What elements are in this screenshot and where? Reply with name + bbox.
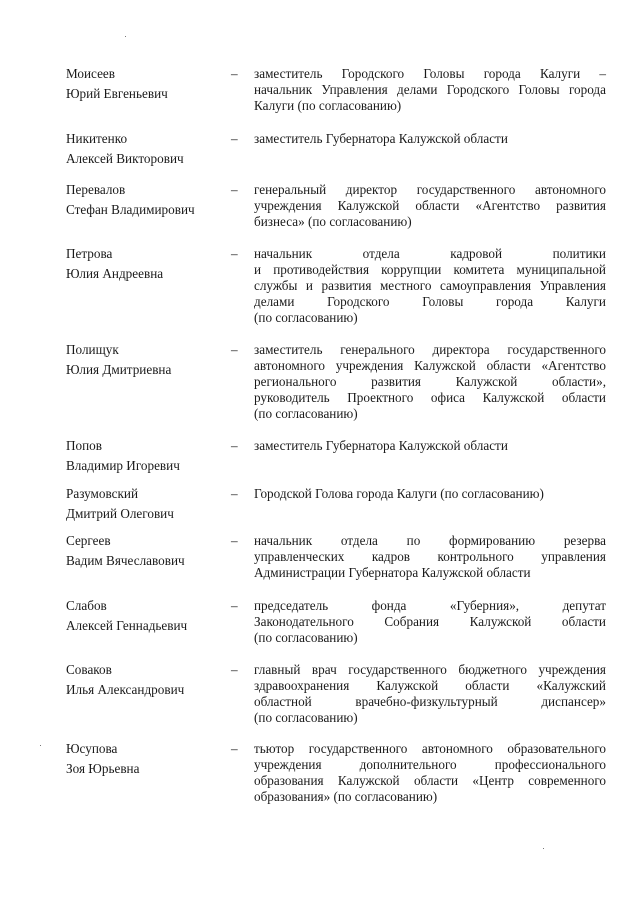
position-line: бизнеса» (по согласованию): [254, 214, 412, 229]
member-name: [66, 486, 226, 522]
member-given-name: Юлия Андреевна: [66, 266, 164, 281]
position-line: здравоохранения Калужской области «Калужский: [254, 678, 606, 693]
member-surname: Никитенко: [66, 131, 128, 146]
dash-separator: –: [231, 533, 238, 548]
position-line: заместитель Губернатора Калужской области: [254, 131, 508, 146]
member-position: [254, 182, 606, 230]
position-line: областной врачебно-физкультурный диспансер»: [254, 694, 606, 709]
member-surname: Юсупова: [66, 741, 118, 756]
member-surname: Моисеев: [66, 66, 115, 81]
position-line: заместитель Городского Головы города Калуги –: [254, 66, 606, 81]
member-given-name: Стефан Владимирович: [66, 202, 195, 217]
member-surname: Сергеев: [66, 533, 111, 548]
position-line: учреждения Калужской области «Агентство развития: [254, 198, 606, 213]
member-name: [66, 533, 226, 569]
member-name: [66, 598, 226, 634]
member-surname: Слабов: [66, 598, 107, 613]
dash-separator: –: [231, 246, 238, 261]
position-line: (по согласованию): [254, 406, 358, 421]
position-line: образования» (по согласованию): [254, 789, 438, 804]
scan-speck: [125, 36, 126, 37]
member-given-name: Вадим Вячеславович: [66, 553, 185, 568]
position-line: делами Городского Головы города Калуги: [254, 294, 606, 309]
member-position: [254, 486, 606, 502]
position-line: председатель фонда «Губерния», депутат: [254, 598, 606, 613]
member-given-name: Зоя Юрьевна: [66, 761, 140, 776]
dash-separator: –: [231, 486, 238, 501]
member-position: [254, 662, 606, 726]
member-surname: Перевалов: [66, 182, 126, 197]
member-surname: Полищук: [66, 342, 119, 357]
member-position: [254, 598, 606, 646]
position-line: Администрации Губернатора Калужской области: [254, 565, 531, 580]
position-line: (по согласованию): [254, 630, 358, 645]
member-name: [66, 662, 226, 698]
scan-speck: [40, 745, 41, 746]
member-name: [66, 246, 226, 282]
member-given-name: Юрий Евгеньевич: [66, 86, 168, 101]
member-name: [66, 342, 226, 378]
position-line: заместитель Губернатора Калужской области: [254, 438, 508, 453]
position-line: автономного учреждения Калужской области «Агентство: [254, 358, 606, 373]
position-line: и противодействия коррупции комитета муниципальной: [254, 262, 606, 277]
dash-separator: –: [231, 131, 238, 146]
position-line: начальник Управления делами Городского Головы города: [254, 82, 606, 97]
position-line: начальник отдела по формированию резерва: [254, 533, 606, 548]
member-position: [254, 342, 606, 422]
member-given-name: Илья Александрович: [66, 682, 185, 697]
member-position: [254, 131, 606, 147]
member-name: [66, 741, 226, 777]
member-surname: Попов: [66, 438, 102, 453]
member-position: [254, 66, 606, 114]
position-line: управленческих кадров контрольного управления: [254, 549, 606, 564]
position-line: (по согласованию): [254, 310, 358, 325]
position-line: (по согласованию): [254, 710, 358, 725]
member-name: [66, 182, 226, 218]
position-line: генеральный директор государственного автономного: [254, 182, 606, 197]
dash-separator: –: [231, 342, 238, 357]
member-name: [66, 66, 226, 102]
member-given-name: Алексей Викторович: [66, 151, 184, 166]
scan-speck: [543, 848, 544, 849]
member-surname: Разумовский: [66, 486, 139, 501]
dash-separator: –: [231, 182, 238, 197]
member-given-name: Дмитрий Олегович: [66, 506, 174, 521]
position-line: главный врач государственного бюджетного учреждения: [254, 662, 606, 677]
position-line: образования Калужской области «Центр современного: [254, 773, 606, 788]
dash-separator: –: [231, 598, 238, 613]
position-line: тьютор государственного автономного образовательного: [254, 741, 606, 756]
position-line: Калуги (по согласованию): [254, 98, 402, 113]
dash-separator: –: [231, 741, 238, 756]
member-surname: Петрова: [66, 246, 113, 261]
position-line: Городской Голова города Калуги (по согласованию): [254, 486, 544, 501]
member-position: [254, 741, 606, 805]
position-line: Законодательного Собрания Калужской области: [254, 614, 606, 629]
position-line: службы и развития местного самоуправления Управления: [254, 278, 606, 293]
member-position: [254, 246, 606, 326]
dash-separator: –: [231, 662, 238, 677]
position-line: регионального развития Калужской области»,: [254, 374, 606, 389]
dash-separator: –: [231, 66, 238, 81]
member-name: [66, 131, 226, 167]
dash-separator: –: [231, 438, 238, 453]
member-surname: Соваков: [66, 662, 112, 677]
member-given-name: Алексей Геннадьевич: [66, 618, 188, 633]
member-position: [254, 533, 606, 581]
member-given-name: Владимир Игоревич: [66, 458, 180, 473]
position-line: руководитель Проектного офиса Калужской области: [254, 390, 606, 405]
member-name: [66, 438, 226, 474]
position-line: учреждения дополнительного профессионального: [254, 757, 606, 772]
position-line: заместитель генерального директора государственного: [254, 342, 606, 357]
position-line: начальник отдела кадровой политики: [254, 246, 606, 261]
member-given-name: Юлия Дмитриевна: [66, 362, 172, 377]
member-position: [254, 438, 606, 454]
